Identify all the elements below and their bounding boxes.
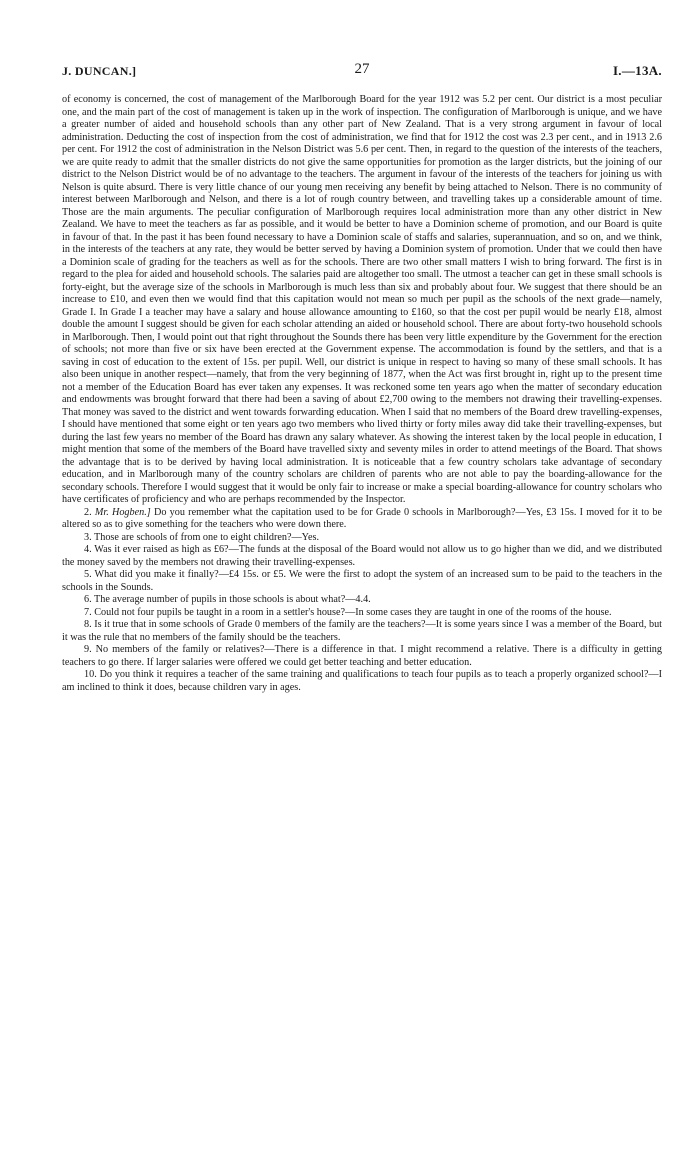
question-text: No members of the family or relatives?—There is a difference in that. I might recommend a relative. There is a difficulty in getting teachers to go there. If larger salaries were offered we could get better teaching and better education. — [62, 644, 662, 668]
question-8 — [62, 619, 662, 644]
question-number: 3. — [84, 531, 92, 543]
question-text: Do you think it requires a teacher of the same training and qualifications to teach four pupils as to teach a properly organized school?—I am inclined to think it does, because children vary in ages. — [62, 669, 663, 693]
question-number: 4. — [84, 544, 92, 555]
question-3 — [62, 532, 662, 545]
document-reference: I.—13A. — [612, 63, 662, 78]
question-2 — [62, 507, 662, 532]
question-number: 6. — [84, 594, 92, 605]
question-7 — [62, 607, 662, 620]
question-number: 7. — [84, 606, 92, 618]
question-text: The average number of pupils in those schools is about what?—4.4. — [94, 594, 371, 605]
question-text: Those are schools of from one to eight children?—Yes. — [94, 531, 320, 543]
question-6 — [62, 594, 662, 607]
page-header — [62, 61, 662, 84]
question-10 — [62, 669, 662, 694]
question-number: 5. — [84, 569, 92, 580]
question-number: 9. — [84, 644, 92, 655]
evidence-body — [62, 94, 662, 694]
question-9 — [62, 644, 662, 669]
question-number: 2. — [84, 506, 92, 518]
question-number: 10. — [84, 669, 97, 680]
question-text: Do you remember what the capitation used to be for Grade 0 schools in Marlborough?—Yes, £3 15s. I moved for it to be altered so as to give something for the teachers who were down there. — [62, 506, 662, 530]
question-text: Could not four pupils be taught in a room in a settler's house?—In some cases they are taught in one of the rooms of the house. — [94, 606, 612, 618]
question-text: Is it true that in some schools of Grade 0 members of the family are the teachers?—It is some years since I was a member of the Board, but it was the rule that no members of the family should be the teachers. — [62, 619, 662, 643]
question-5 — [62, 569, 662, 594]
question-number: 8. — [84, 619, 92, 630]
header-witness-name: J. DUNCAN.] — [62, 64, 137, 78]
question-4 — [62, 544, 662, 569]
page-number: 27 — [354, 61, 370, 77]
questioner-name: Mr. Hogben.] — [94, 506, 151, 518]
statement-paragraph: of economy is concerned, the cost of management of the Marlborough Board for the year 1912 was 5.2 per cent. Our district is a most peculiar one, and the main part of the cost of management is taken up in the work of inspection. The configuration of Marlborough is unique, and we have a greater number of aided and household schools than any other part of New Zealand. That is a very strong argument in favour of local administration. Deducting the cost of inspection from the cost of administration, we find that for 1912 the cost was 2.3 per cent., and in 1913 2.6 per cent. For 1912 the cost of administration in the Nelson District was 5.6 per cent. Then, in regard to the question of the interests of the teachers, we are quite ready to admit that the smaller districts do not give the same opportunities for promotion as the larger districts, but the joining of our district to the Nelson District would be of no advantage to the teachers. The argument in favour of the interests of the teachers for joining us with Nelson is quite absurd. There is very little chance of our young men receiving any benefit by being attached to Nelson. There is no community of interest between Marlborough and Nelson, and there is a lot of rough country between, and travelling takes up a considerable amount of time. Those are the main arguments. The peculiar configuration of Marlborough requires local administration more than any other district in New Zealand. We have to meet the teachers as far as possible, and it would be better to have a Dominion scheme of promotion, and our Board is quite in favour of that. In the past it has been found necessary to have a Dominion scale of staffs and salaries, superannuation, and so on, and we think, in the interests of the teachers at any rate, they would be better served by having a Dominion system of promotion. Under that we could then have a Dominion scale of grading for the teachers as well as for the schools. There are two other small matters I wish to bring forward. The first is in regard to the plea for aided and household schools. The salaries paid are altogether too small. The utmost a teacher can get in these small schools is forty-eight, but the average size of the schools in Marlborough is much less than six and probably about four. We suggest that there should be an increase to £10, and even then we would find that this capitation would not mean so much per pupil as the schools of the next grade—namely, Grade I. In Grade I a teacher may have a salary and house allowance amounting to £160, so that the cost per pupil would be nearly £18, almost double the amount I suggest should be given for each scholar attending an aided or household school. There are about forty-two household schools in Marlborough. Then, I would point out that right throughout the Sounds there has been very little expenditure by the Government for the erection of schools; not more than five or six have been erected at the Government expense. The accommodation is found by the settlers, and that is a saving in cost of education to the extent of 15s. per pupil. Well, our district is unique in respect to having so many of these small schools. It has also been unique in another respect—namely, that from the very beginning of 1877, when the Act was first brought in, right up to the present time not a member of the Education Board has ever taken any expenses. It was reckoned some ten years ago when the matter of secondary education and endowments was brought forward that there had been a saving of about £2,700 owing to the members not drawing their travelling-expenses. That money was saved to the district and went towards forwarding education. When I said that no members of the Board drew travelling-expenses, I should have mentioned that some eight or ten years ago two members who lived thirty or forty miles away did take their travelling-expenses, but during the last few years no member of the Board has drawn any salary whatever. As showing the interest taken by the local people in education, I might mention that some of the members of the Board have travelled sixty and seventy miles in order to attend meetings of the Board. That shows the advantage that is to be derived by having local administration. It is noticeable that a few country scholars take advantage of secondary education, and in Marlborough many of the country scholars are children of parents who are not able to pay the boarding-allowance for the secondary schools. Therefore I would suggest that it would be only fair to increase or make a special boarding-allowance for country scholars who have certificates of proficiency and who are perhaps recommended by the Inspector. — [62, 94, 662, 505]
question-text: What did you make it finally?—£4 15s. or £5. We were the first to adopt the system of an increased sum to be paid to the teachers in the schools in the Sounds. — [62, 569, 662, 593]
question-text: Was it ever raised as high as £6?—The funds at the disposal of the Board would not allow us to go higher than we did, and we distributed the money saved by the members not drawing their travelling-expenses. — [62, 544, 662, 568]
